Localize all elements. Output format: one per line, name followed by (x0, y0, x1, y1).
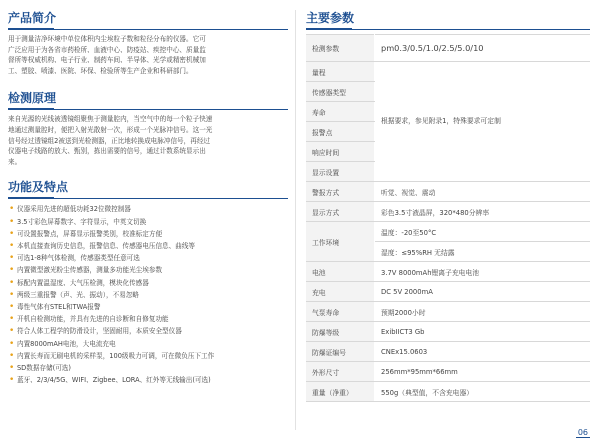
intro-text (8, 34, 288, 76)
spec-key: 气泵寿命 (306, 302, 375, 322)
features-rule (8, 198, 288, 199)
spec-key: 量程 (306, 62, 375, 82)
spec-row (306, 282, 590, 302)
spec-merged-text: 根据要求，参见附录1，特殊要求可定制 (381, 117, 501, 125)
principle-line: 地通过测量腔时，便把入射光散射一次，形成一个光脉冲信号。这一光 (8, 125, 213, 134)
spec-key: 显示方式 (306, 202, 375, 222)
feature-item: • 仪器采用先进的超低功耗32位微控制器 (8, 203, 288, 215)
left-column (8, 10, 288, 386)
spec-key: 重量（净重） (306, 382, 375, 402)
principle-rule (8, 109, 288, 110)
intro-line: 用于测量洁净环境中单位体积内尘埃粒子数和粒径分布的仪器。它可 (8, 35, 206, 43)
spec-key: 传感器类型 (306, 82, 375, 102)
page-number: 06 (577, 428, 588, 437)
spec-value: CNEx15.0603 (375, 342, 591, 362)
specs-rule (306, 29, 590, 30)
spec-key: 防爆等级 (306, 322, 375, 342)
intro-title: 产品简介 (8, 11, 57, 25)
features-title: 功能及特点 (8, 180, 69, 195)
spec-key: 外形尺寸 (306, 362, 375, 382)
spec-value: 3.7V 8000mAh锂离子充电电池 (375, 262, 591, 282)
intro-rule (8, 29, 288, 30)
principle-line: 来自光源的光线被透镜组聚焦于测量腔内，当空气中的每一个粒子快速 (8, 115, 213, 124)
spec-row (306, 35, 590, 62)
feature-item: • 开机自检测功能，并具有先进的自诊断和自修复功能 (8, 313, 288, 325)
spec-key: 寿命 (306, 102, 375, 122)
spec-row (306, 62, 590, 82)
principle-line: 信号经过透镜组2被送到光检测器，正比地转换成电脉冲信号，再经过 (8, 136, 211, 145)
spec-key: 响应时间 (306, 142, 375, 162)
specs-title: 主要参数 (306, 11, 355, 25)
feature-item: • 标配内置温湿度、大气压检测，模块化传感器 (8, 277, 288, 289)
spec-value: 彩色3.5寸液晶屏，320*480分辨率 (375, 202, 591, 222)
spec-value: 256mm*95mm*66mm (375, 362, 591, 382)
principle-title: 检测原理 (8, 91, 57, 106)
features-list (8, 203, 288, 386)
intro-line: 广泛应用于为各省市药检所、血液中心、防疫站、疾控中心、质量监 (8, 45, 206, 54)
spec-value: 听觉、视觉、震动 (375, 182, 591, 202)
spec-key: 显示设置 (306, 162, 375, 182)
feature-item: • 两级三重报警（声、光、振动），不易忽略 (8, 289, 288, 301)
intro-line: 督所等权威机构、电子行业、制药车间、半导体、光学或精密机械加 (8, 56, 206, 65)
principle-line: 仪器电子线路的放大、甄别，拣出需要的信号，通过计数系统显示出 (8, 147, 206, 156)
spec-key: 工作环境 (306, 222, 375, 262)
feature-item: • 3.5寸彩色屏幕数字、字符显示，中英文切换 (8, 216, 288, 228)
feature-item: • 本机直接查询历史信息，报警信息、传感器电压信息、曲线等 (8, 240, 288, 252)
spec-row (306, 182, 590, 202)
feature-item: • 可设置报警点，屏幕显示报警类别，校准标定方便 (8, 228, 288, 240)
feature-item: • 内置微型激光粉尘传感器，测量多功能光尘埃参数 (8, 264, 288, 276)
spec-value: pm0.3/0.5/1.0/2.5/5.0/10 (375, 35, 591, 62)
spec-key: 防爆证编号 (306, 342, 375, 362)
spec-value: 温度：-20至50°C (375, 222, 591, 242)
spec-row (306, 382, 590, 402)
spec-value: 550g（典型值，不含充电器） (375, 382, 591, 402)
feature-item: • SD数据存储(可选) (8, 362, 288, 374)
spec-key: 充电 (306, 282, 375, 302)
spec-row (306, 362, 590, 382)
principle-line: 来。 (8, 157, 22, 166)
right-column (306, 10, 590, 402)
feature-item: • 符合人体工程学的防滑设计，坚固耐用，本质安全型仪器 (8, 325, 288, 337)
spec-row (306, 342, 590, 362)
spec-key: 报警点 (306, 122, 375, 142)
spec-value: 预期2000小时 (375, 302, 591, 322)
feature-item: • 内置8000mAH电池，大电流充电 (8, 338, 288, 350)
column-divider (295, 10, 296, 430)
spec-row (306, 302, 590, 322)
spec-key: 检测参数 (306, 35, 375, 62)
spec-table (306, 34, 590, 402)
spec-row (306, 262, 590, 282)
spec-value: ExibIICT3 Gb (375, 322, 591, 342)
spec-value: 湿度：≤95%RH 无结露 (375, 242, 591, 262)
spec-row (306, 322, 590, 342)
spec-key: 警报方式 (306, 182, 375, 202)
intro-line: 工、塑胶、喷漆、医院、环保、检验所等生产企业和科研部门。 (8, 66, 193, 75)
feature-item: • 可选1-8种气体检测，传感器类型任意可选 (8, 252, 288, 264)
principle-text (8, 114, 288, 167)
spec-merged-value (375, 62, 591, 182)
spec-row (306, 202, 590, 222)
spec-key: 电池 (306, 262, 375, 282)
feature-item: • 蓝牙、2/3/4/5G、WIFI、Zigbee、LORA、红外等无线输出(可选) (8, 374, 288, 386)
feature-item: • 毒性气体有STEL和TWA报警 (8, 301, 288, 313)
spec-row (306, 222, 590, 242)
spec-value: DC 5V 2000mA (375, 282, 591, 302)
feature-item: • 内置长寿而无刷电机的采样泵，100级吸力可调，可在微负压下工作 (8, 350, 288, 362)
